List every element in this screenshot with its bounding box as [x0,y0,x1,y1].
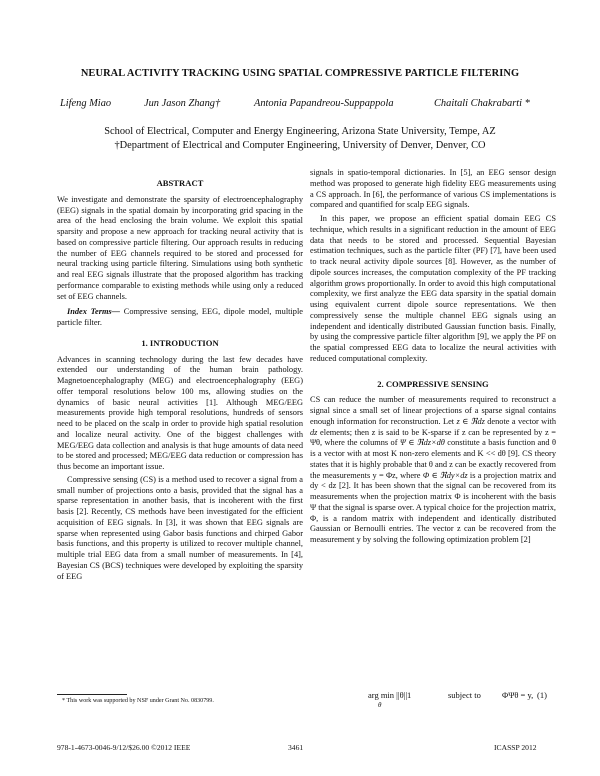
intro-heading: 1. INTRODUCTION [141,337,219,348]
footer-page-number: 3461 [288,743,304,752]
intro-paragraph-1: Advances in scanning technology during the last few decades have extended our understanding of the human brain pathology. Magnetoencephalography (MEG) and electroencephalography (EEG) offer temporal resolutions below 100 ms, allowing studies on the dynamics of basic neural activities [1]. Although MEG/EEG measurements provide high temporal resolutions, hundreds of sensors need to be placed on the scalp in order to provide high spatial resolution and localize neural activity. One of the biggest challenges with MEG/EEG data collection and analysis is that huge amounts of data need to be stored and processed; MEG/EEG data reduction or compression has thus become an important issue. [57,354,303,471]
paper-title: NEURAL ACTIVITY TRACKING USING SPATIAL COMPRESSIVE PARTICLE FILTERING [80,68,520,79]
math-psi: Ψ ∈ ℜdz×dθ [399,438,445,448]
eq-subject-to: subject to [448,690,481,700]
affiliation-1: School of Electrical, Computer and Energy Engineering, Arizona State University, Tempe, AZ [104,126,496,137]
math-dz: dz [310,427,318,437]
footnote-rule [57,694,127,695]
equation-1 [368,690,411,700]
math-phi: Φ ∈ ℜdy×dz [422,470,468,480]
cs-text-d: constitute a basis function and θ is a vector with at most K non-zero elements and K << dθ [9]. CS theory states that it is highly probable that θ and z can be exactly recovered from the measurements y = Φz, where [310,438,556,480]
intro-paragraph-2: Compressive sensing (CS) is a method used to recover a signal from a small number of projections onto a basis, provided that the signal has a sparse representation in another basis, that is incoherent with the first basis [2]. Recently, CS methods have been investigated for the efficient acquisition of EEG signals. In [3], it was shown that EEG signals are sparse when represented using Gabor basis functions and chirped Gabor basis functions, and this property is utilized to recover multiple channel, multiple trial EEG data from a small number of measurements. In [4], Bayesian CS (BCS) techniques were developed by exploiting the sparsity of EEG [57,474,303,581]
abstract-text: We investigate and demonstrate the sparsity of electroencephalography (EEG) signals in the spatial domain by incorporating grid spacing in the area of the head enclosing the brain volume. We exploit this spatial sparsity and propose a new approach for tracking neural activity that is based on compressive particle filtering. Our approach results in reducing the number of EEG channels required to be stored and processed for neural tracking using particle filtering. Simulations using both synthetic and real EEG signals illustrate that the proposed algorithm has tracking performance comparable to existing methods while using only a reduced set of EEG channels. [57,194,303,301]
right-paragraph-0: signals in spatio-temporal dictionaries. In [5], an EEG sensor design method was proposed to generate high fidelity EEG measurements using a CS approach. In [6], the performance of various CS implementations is compared and quantified for scalp EEG signals. [310,168,556,210]
left-column [57,178,303,582]
index-terms-label: Index Terms— [67,307,121,317]
author-4: Chaitali Chakrabarti * [434,98,530,109]
affiliation-2: †Department of Electrical and Computer Engineering, University of Denver, Denver, CO [114,140,486,151]
right-paragraph-1: In this paper, we propose an efficient spatial domain EEG CS technique, which results in a significant reduction in the amount of EEG data that needs to be stored and processed. Sequential Bayesian estimation techniques, such as the particle filter (PF) [7], have been used to track neural activity dipole sources [8]. However, as the number of dipole sources increases, the computation complexity of the PF tracking algorithm grows proportionally. In order to avoid this high computational complexity, we first analyze the EEG data sparsity in the spatial domain using equivalent current dipole source representations. We then compressively sense the multiple channel EEG signals using an independent and identically distributed Gaussian function basis. Finally, by using the compressive particle filter algorithm [9], we apply the PF on the spatial compressed EEG data to localize the neural activities with reduced computational complexity. [310,214,556,363]
cs-text-a: CS can reduce the number of measurements required to reconstruct a signal since a small set of linear projections of a sparse signal contains enough information for reconstruction. Let [310,395,556,426]
cs-heading: 2. COMPRESSIVE SENSING [377,378,489,389]
eq-argmin-subscript: θ [378,701,382,709]
index-terms-text: Compressive sensing, EEG, dipole model, multiple particle filter. [57,307,303,327]
eq-argmin: arg min ||θ||1 [368,690,412,700]
footnote: * This work was supported by NSF under Grant No. 0830799. [62,698,214,704]
cs-text-b: denote a vector with [484,416,557,426]
eq-constraint: ΦΨθ = y, [502,690,534,700]
abstract-heading: ABSTRACT [156,178,204,188]
author-2: Jun Jason Zhang† [144,98,221,109]
right-column [310,168,556,546]
math-z: z ∈ ℜdz [456,416,485,426]
cs-text-e: is a projection matrix and dy < dz [2]. It has been shown that the signal can be recovered from its measurements when the projection matrix Φ is incoherent with the basis Ψ that the signal is sparse over. A typical choice for the projection matrix, Φ, is a random matrix with independent and identically distributed Gaussian or Bernoulli entries. The vector z can be recovered from the measurement y by solving the following optimization problem [2] [310,470,557,544]
footer-isbn: 978-1-4673-0046-9/12/$26.00 ©2012 IEEE [57,743,191,752]
cs-paragraph [310,395,556,546]
eq-number: (1) [537,690,547,700]
author-3: Antonia Papandreou-Suppappola [254,98,394,109]
cs-text-c: elements; then z is said to be K-sparse if z can be represented by z = Ψθ, where the columns of [310,427,556,448]
index-terms [57,307,303,329]
footer-conference: ICASSP 2012 [494,743,537,752]
author-1: Lifeng Miao [60,98,112,109]
